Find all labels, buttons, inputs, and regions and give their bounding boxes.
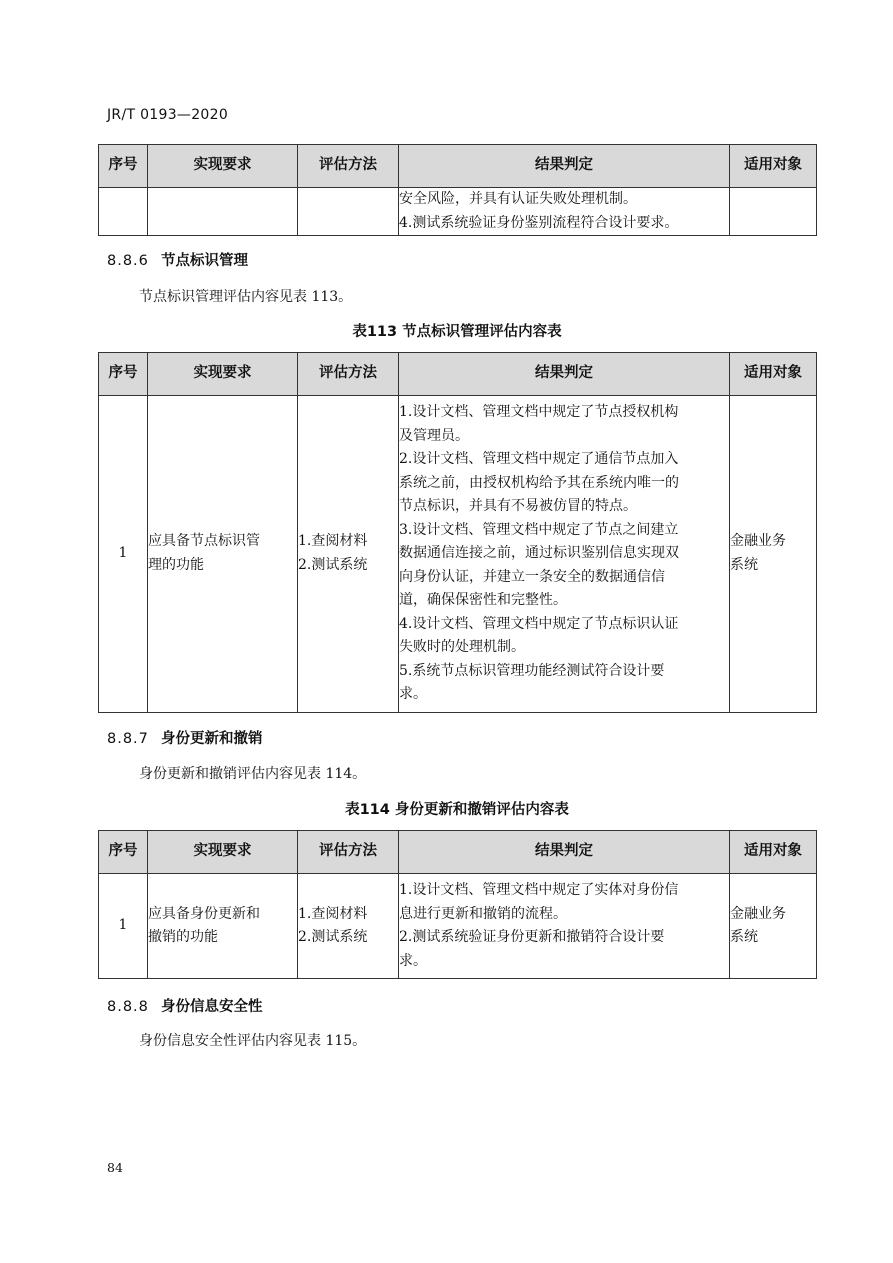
col-header-result: 结果判定 (399, 353, 730, 396)
result-line: 5.系统节点标识管理功能经测试符合设计要 (399, 662, 665, 679)
applicable-line: 系统 (730, 929, 758, 945)
col-header-method: 评估方法 (298, 145, 399, 188)
method-line: 1.查阅材料 (298, 533, 368, 550)
section-title: 身份更新和撤销 (161, 731, 263, 747)
col-header-result: 结果判定 (399, 831, 730, 874)
col-header-applicable: 适用对象 (730, 353, 817, 396)
col-header-requirement: 实现要求 (148, 831, 298, 874)
applicable-line: 金融业务 (730, 905, 786, 922)
method-line: 2.测试系统 (298, 556, 368, 573)
table-header-row (99, 145, 817, 188)
cell-seq: 1 (99, 396, 148, 713)
result-line: 失败时的处理机制。 (399, 639, 525, 655)
cell-applicable (730, 188, 817, 236)
col-header-applicable: 适用对象 (730, 145, 817, 188)
table-113 (98, 352, 817, 713)
section-heading-8-8-6 (107, 249, 248, 270)
cell-requirement (148, 874, 298, 979)
method-line: 1.查阅材料 (298, 905, 368, 922)
section-heading-8-8-8 (107, 995, 263, 1016)
result-line: 道，确保保密性和完整性。 (399, 592, 567, 608)
requirement-line: 理的功能 (148, 556, 204, 573)
section-intro: 身份信息安全性评估内容见表 115。 (139, 1033, 367, 1049)
result-line: 1.设计文档、管理文档中规定了实体对身份信 (399, 882, 679, 898)
section-title: 节点标识管理 (161, 253, 248, 269)
result-line: 3.设计文档、管理文档中规定了节点之间建立 (399, 521, 679, 538)
result-line: 系统之前，由授权机构给予其在系统内唯一的 (399, 474, 679, 491)
applicable-line: 系统 (730, 556, 758, 573)
section-intro: 节点标识管理评估内容见表 113。 (139, 289, 353, 305)
col-header-method: 评估方法 (298, 831, 399, 874)
cell-requirement (148, 396, 298, 713)
requirement-line: 应具备身份更新和 (148, 905, 260, 922)
result-line: 4.测试系统验证身份鉴别流程符合设计要求。 (399, 214, 679, 231)
col-header-applicable: 适用对象 (730, 831, 817, 874)
cell-seq: 1 (99, 874, 148, 979)
result-line: 及管理员。 (399, 427, 469, 444)
section-title: 身份信息安全性 (161, 999, 263, 1015)
table-row (99, 396, 817, 713)
table-continued (98, 144, 817, 236)
cell-method (298, 188, 399, 236)
requirement-line: 应具备节点标识管 (148, 533, 260, 550)
result-line: 数据通信连接之前，通过标识鉴别信息实现双 (399, 545, 679, 561)
result-line: 1.设计文档、管理文档中规定了节点授权机构 (399, 404, 679, 420)
requirement-line: 撤销的功能 (148, 929, 218, 945)
result-line: 向身份认证，并建立一条安全的数据通信信 (399, 568, 665, 585)
result-line: 安全风险，并具有认证失败处理机制。 (399, 191, 637, 207)
section-number: 8.8.6 (107, 253, 149, 269)
col-header-requirement: 实现要求 (148, 145, 298, 188)
table-header-row (99, 831, 817, 874)
cell-requirement (148, 188, 298, 236)
method-line: 2.测试系统 (298, 929, 368, 945)
section-number: 8.8.7 (107, 731, 149, 747)
result-line: 节点标识，并具有不易被仿冒的特点。 (399, 498, 637, 514)
col-header-seq: 序号 (99, 145, 148, 188)
applicable-line: 金融业务 (730, 533, 786, 550)
table-row (99, 188, 817, 236)
table-row (99, 874, 817, 979)
col-header-seq: 序号 (99, 353, 148, 396)
col-header-method: 评估方法 (298, 353, 399, 396)
result-line: 求。 (399, 686, 427, 702)
cell-method (298, 396, 399, 713)
result-line: 2.设计文档、管理文档中规定了通信节点加入 (399, 451, 679, 467)
cell-seq (99, 188, 148, 236)
cell-result (399, 874, 730, 979)
result-line: 4.设计文档、管理文档中规定了节点标识认证 (399, 615, 679, 632)
result-line: 求。 (399, 952, 427, 969)
cell-method (298, 874, 399, 979)
result-line: 2.测试系统验证身份更新和撤销符合设计要 (399, 929, 665, 945)
table-114 (98, 830, 817, 979)
document-id: JR/T 0193—2020 (107, 107, 229, 123)
section-heading-8-8-7 (107, 727, 263, 748)
cell-applicable (730, 874, 817, 979)
table-caption: 表113 节点标识管理评估内容表 (352, 324, 562, 340)
cell-result (399, 188, 730, 236)
cell-result (399, 396, 730, 713)
table-caption: 表114 身份更新和撤销评估内容表 (345, 802, 569, 818)
col-header-result: 结果判定 (399, 145, 730, 188)
col-header-seq: 序号 (99, 831, 148, 874)
result-line: 息进行更新和撤销的流程。 (399, 905, 567, 922)
cell-applicable (730, 396, 817, 713)
table-header-row (99, 353, 817, 396)
section-intro: 身份更新和撤销评估内容见表 114。 (139, 766, 367, 782)
col-header-requirement: 实现要求 (148, 353, 298, 396)
section-number: 8.8.8 (107, 999, 149, 1015)
page-number: 84 (107, 1160, 123, 1175)
